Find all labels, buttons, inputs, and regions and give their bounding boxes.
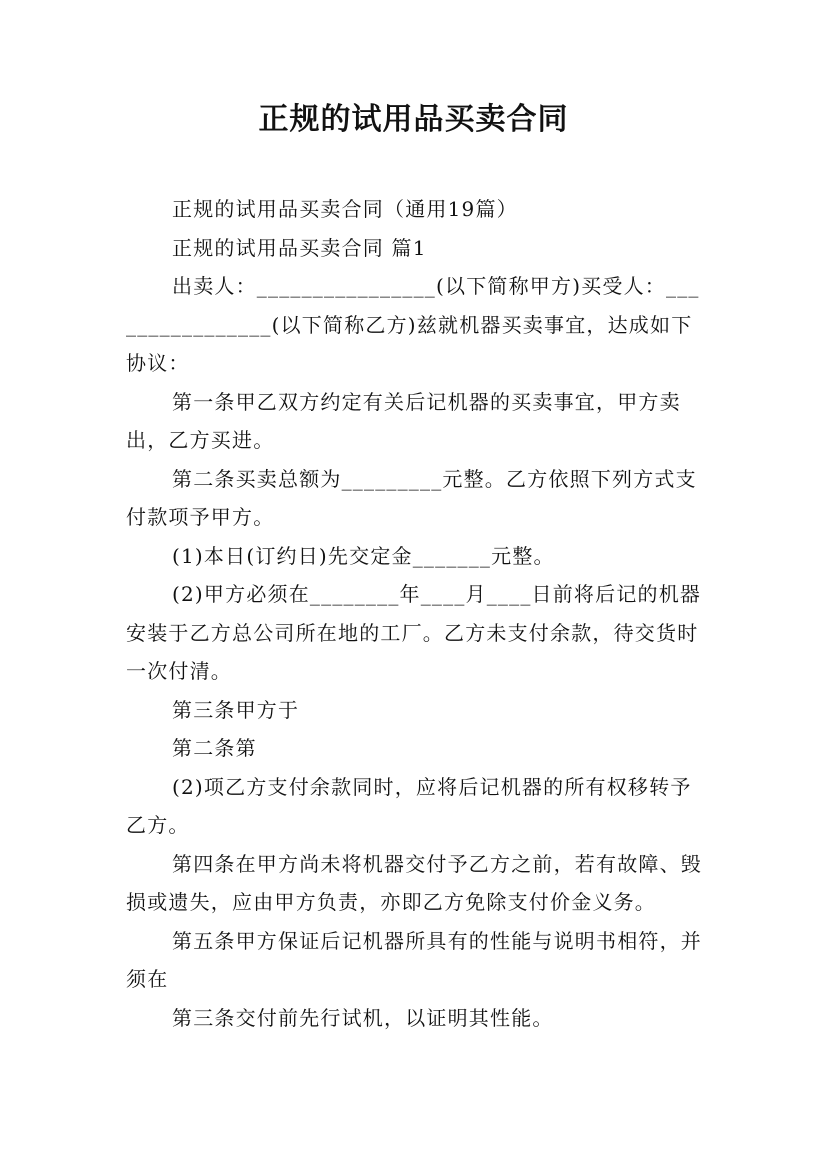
paragraph-article-4: 第四条在甲方尚未将机器交付予乙方之前，若有故障、毁损或遗失，应由甲方负责，亦即乙方免除支付价金义务。 xyxy=(126,851,702,914)
paragraph-article-5-cont: 第三条交付前先行试机，以证明其性能。 xyxy=(172,1005,554,1030)
paragraph-article-3-ref: 第二条第 xyxy=(172,736,257,760)
paragraph-article-1: 第一条甲乙双方约定有关后记机器的买卖事宜，甲方卖出，乙方买进。 xyxy=(126,389,681,452)
paragraph-article-3-item-2: (2)项乙方支付余款同时，应将后记机器的所有权移转予乙方。 xyxy=(126,774,692,837)
paragraph-article-2-item-2: (2)甲方必须在________年____月____日前将后记的机器安装于乙方总公司所在地的工厂。乙方未支付余款，待交货时一次付清。 xyxy=(126,582,702,683)
paragraph-section-heading: 正规的试用品买卖合同 篇1 xyxy=(172,235,427,260)
paragraph-parties: 出卖人：________________(以下简称甲方)买受人：________________(以下简称乙方)兹就机器买卖事宜，达成如下协议： xyxy=(126,274,700,375)
paragraph-article-5: 第五条甲方保证后记机器所具有的性能与说明书相符，并须在 xyxy=(126,928,702,991)
paragraph-article-2-item-1: (1)本日(订约日)先交定金_______元整。 xyxy=(172,543,555,568)
paragraph-article-3-start: 第三条甲方于 xyxy=(172,697,300,722)
document-title: 正规的试用品买卖合同 xyxy=(258,102,569,137)
paragraph-article-2: 第二条买卖总额为_________元整。乙方依照下列方式支付款项予甲方。 xyxy=(126,466,697,529)
document-body xyxy=(126,190,706,1037)
paragraph-subtitle: 正规的试用品买卖合同（通用19篇） xyxy=(172,197,518,221)
